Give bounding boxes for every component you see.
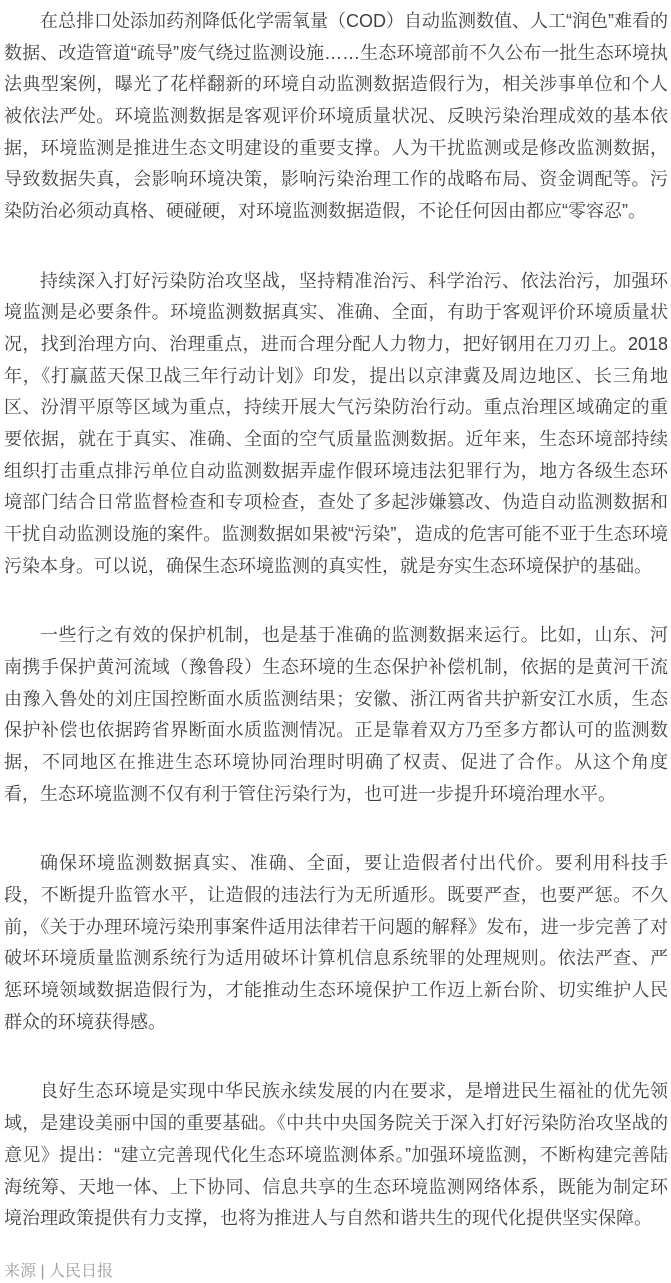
article-paragraph-1: 在总排口处添加药剂降低化学需氧量（COD）自动监测数值、人工“润色”难看的数据、改造管道“疏导”废气绕过监测设施……生态环境部前不久公布一批生态环境执法典型案例，曝光了花样翻新的环境自动监测数据造假行为，相关涉事单位和个人被依法严处。环境监测数据是客观评价环境质量状况、反映污染治理成效的基本依据，环境监测是推进生态文明建设的重要支撑。人为干扰监测或是修改监测数据，导致数据失真，会影响环境决策，影响污染治理工作的战略布局、资金调配等。污染防治必须动真格、硬碰硬，对环境监测数据造假，不论任何因由都应“零容忍”。 — [4, 11, 668, 222]
article-paragraph-4: 确保环境监测数据真实、准确、全面，要让造假者付出代价。要利用科技手段，不断提升监管水平，让造假的违法行为无所遁形。既要严查，也要严惩。不久前，《关于办理环境污染刑事案件适用法律若干问题的解释》发布，进一步完善了对破坏环境质量监测系统行为适用破坏计算机信息系统罪的处理规则。依法严查、严惩环境领域数据造假行为，才能推动生态环境保护工作迈上新台阶、切实维护人民群众的环境获得感。 — [4, 853, 668, 1032]
article-paragraph-5: 良好生态环境是实现中华民族永续发展的内在要求，是增进民生福祉的优先领域，是建设美丽中国的重要基础。《中共中央国务院关于深入打好污染防治攻坚战的意见》提出：“建立完善现代化生态环境监测体系。”加强环境监测，不断构建完善陆海统筹、天地一体、上下协同、信息共享的生态环境监测网络体系，既能为制定环境治理政策提供有力支撑，也将为推进人与自然和谐共生的现代化提供坚实保障。 — [4, 1081, 668, 1229]
article-paragraph-3: 一些行之有效的保护机制，也是基于准确的监测数据来运行。比如，山东、河南携手保护黄河流域（豫鲁段）生态环境的生态保护补偿机制，依据的是黄河干流由豫入鲁处的刘庄国控断面水质监测结果；安徽、浙江两省共护新安江水质，生态保护补偿也依据跨省界断面水质监测情况。正是靠着双方乃至多方都认可的监测数据，不同地区在推进生态环境协同治理时明确了权责、促进了合作。从这个角度看，生态环境监测不仅有利于管住污染行为，也可进一步提升环境治理水平。 — [4, 625, 668, 804]
article-paragraph-2: 持续深入打好污染防治攻坚战，坚持精准治污、科学治污、依法治污，加强环境监测是必要条件。环境监测数据真实、准确、全面，有助于客观评价环境质量状况，找到治理方向、治理重点，进而合理分配人力物力，把好钢用在刀刃上。2018年，《打赢蓝天保卫战三年行动计划》印发，提出以京津冀及周边地区、长三角地区、汾渭平原等区域为重点，持续开展大气污染防治行动。重点治理区域确定的重要依据，就在于真实、准确、全面的空气质量监测数据。近年来，生态环境部持续组织打击重点排污单位自动监测数据弄虚作假环境违法犯罪行为，地方各级生态环境部门结合日常监督检查和专项检查，查处了多起涉嫌篡改、伪造自动监测数据和干扰自动监测设施的案件。监测数据如果被“污染”，造成的危害可能不亚于生态环境污染本身。可以说，确保生态环境监测的真实性，就是夯实生态环境保护的基础。 — [4, 270, 668, 576]
source-attribution: 来源 | 人民日报 — [4, 1262, 114, 1280]
